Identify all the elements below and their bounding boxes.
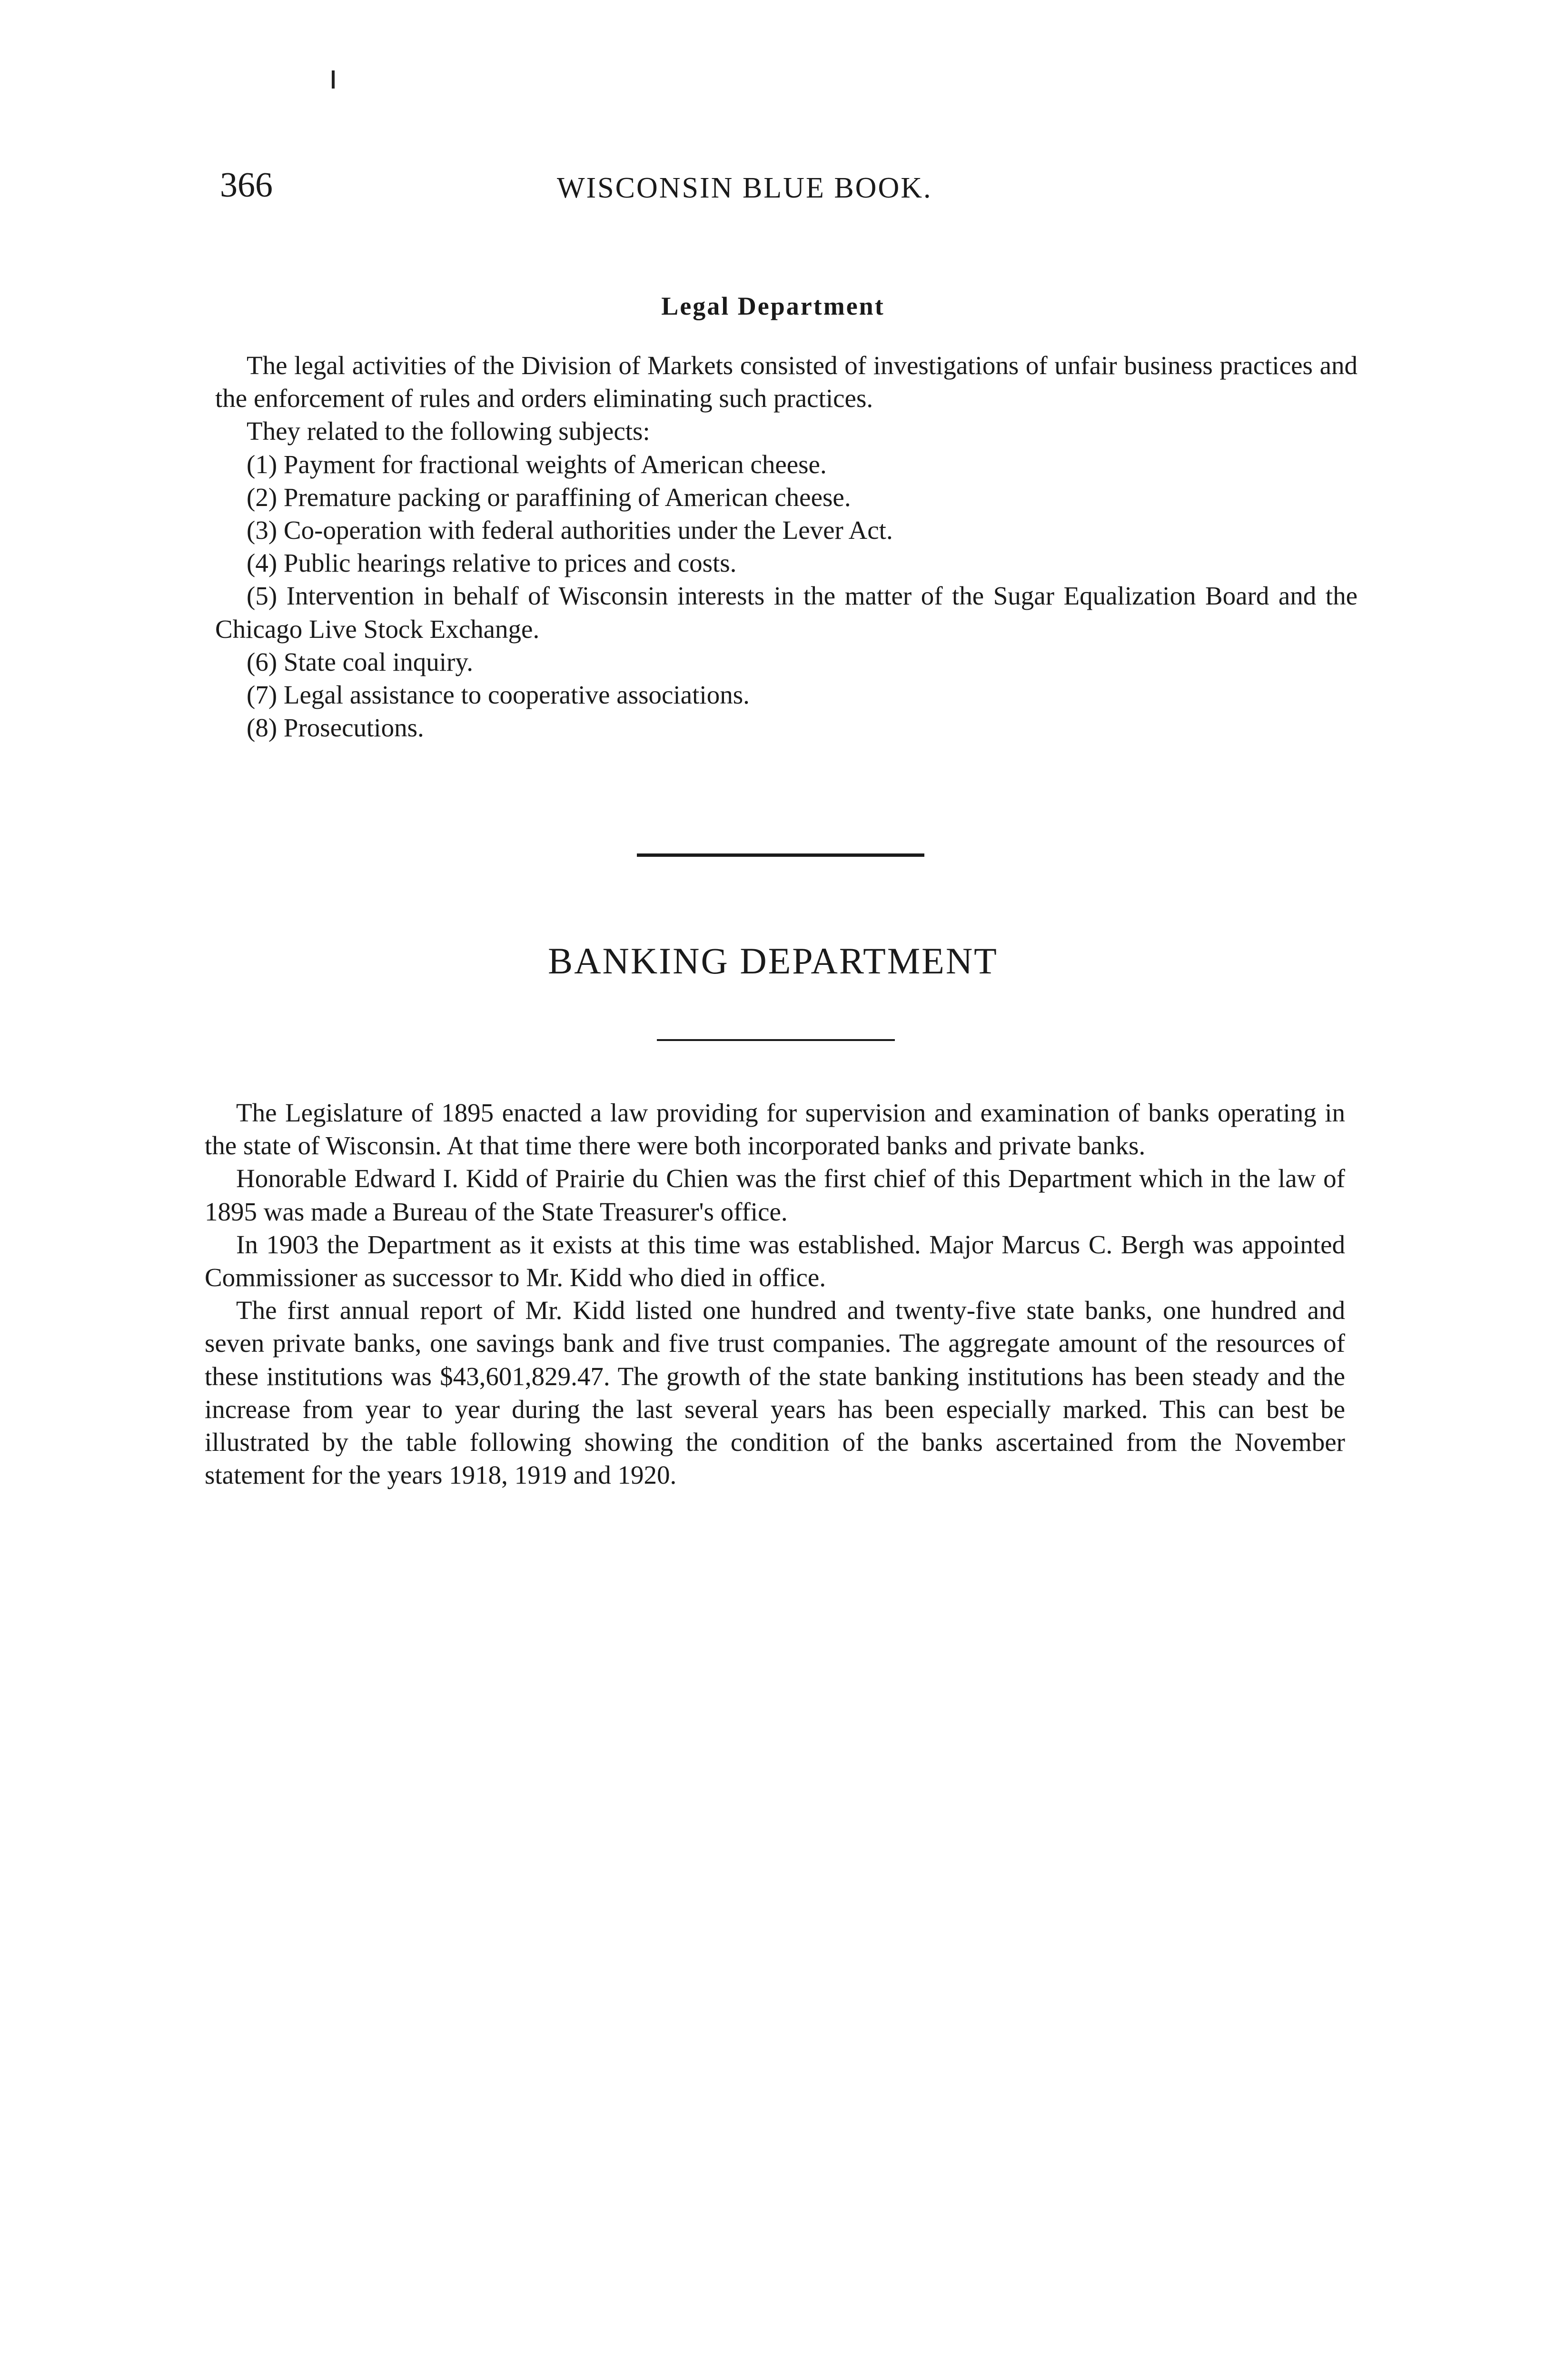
banking-department-title: BANKING DEPARTMENT [548,940,998,982]
list-item: (3) Co-operation with federal authorities under the Lever Act. [247,516,893,545]
list-item: (1) Payment for fractional weights of American cheese. [247,449,827,479]
list-item: (7) Legal assistance to cooperative associations. [247,680,750,710]
legal-subjects-list [215,448,1358,744]
banking-paragraph: The first annual report of Mr. Kidd listed one hundred and twenty-five state banks, one hundred and seven private banks, one savings bank and five trust companies. The aggregate amount of the resources of these institutions was $43,601,829.47. The growth of the state banking institutions has been steady and the increase from year to year during the last several years has been especially marked. This can best be illustrated by the table following showing the condition of the banks ascertained from the November statement for the years 1918, 1919 and 1920. [205,1296,1345,1490]
list-item: (2) Premature packing or paraffining of American cheese. [247,482,851,512]
list-item: (6) State coal inquiry. [247,647,474,676]
running-head: WISCONSIN BLUE BOOK. [557,172,932,204]
page-number: 366 [220,166,273,205]
margin-tick-mark [332,70,335,89]
legal-department-heading: Legal Department [661,292,885,320]
list-item: (4) Public hearings relative to prices and costs. [247,548,737,578]
title-underline-rule [657,1039,895,1041]
list-item: (8) Prosecutions. [247,713,424,743]
list-item: (5) Intervention in behalf of Wisconsin interests in the matter of the Sugar Equalization Board and the Chicago Live Stock Exchange. [215,581,1358,644]
banking-paragraph: The Legislature of 1895 enacted a law providing for supervision and examination of banks operating in the state of Wisconsin. At that time there were both incorporated banks and private banks. [205,1098,1345,1160]
banking-paragraph: In 1903 the Department as it exists at this time was established. Major Marcus C. Bergh was appointed Commissioner as successor to Mr. Kidd who died in office. [205,1230,1345,1292]
legal-intro-paragraph: The legal activities of the Division of Markets consisted of investigations of unfair business practices and the enforcement of rules and orders eliminating such practices. [215,351,1358,413]
section-divider-rule [637,853,924,857]
banking-paragraph: Honorable Edward I. Kidd of Prairie du Chien was the first chief of this Department which in the law of 1895 was made a Bureau of the State Treasurer's office. [205,1164,1345,1226]
legal-subjects-intro: They related to the following subjects: [247,416,650,446]
legal-department-body [215,349,1358,744]
banking-department-body [205,1096,1345,1491]
